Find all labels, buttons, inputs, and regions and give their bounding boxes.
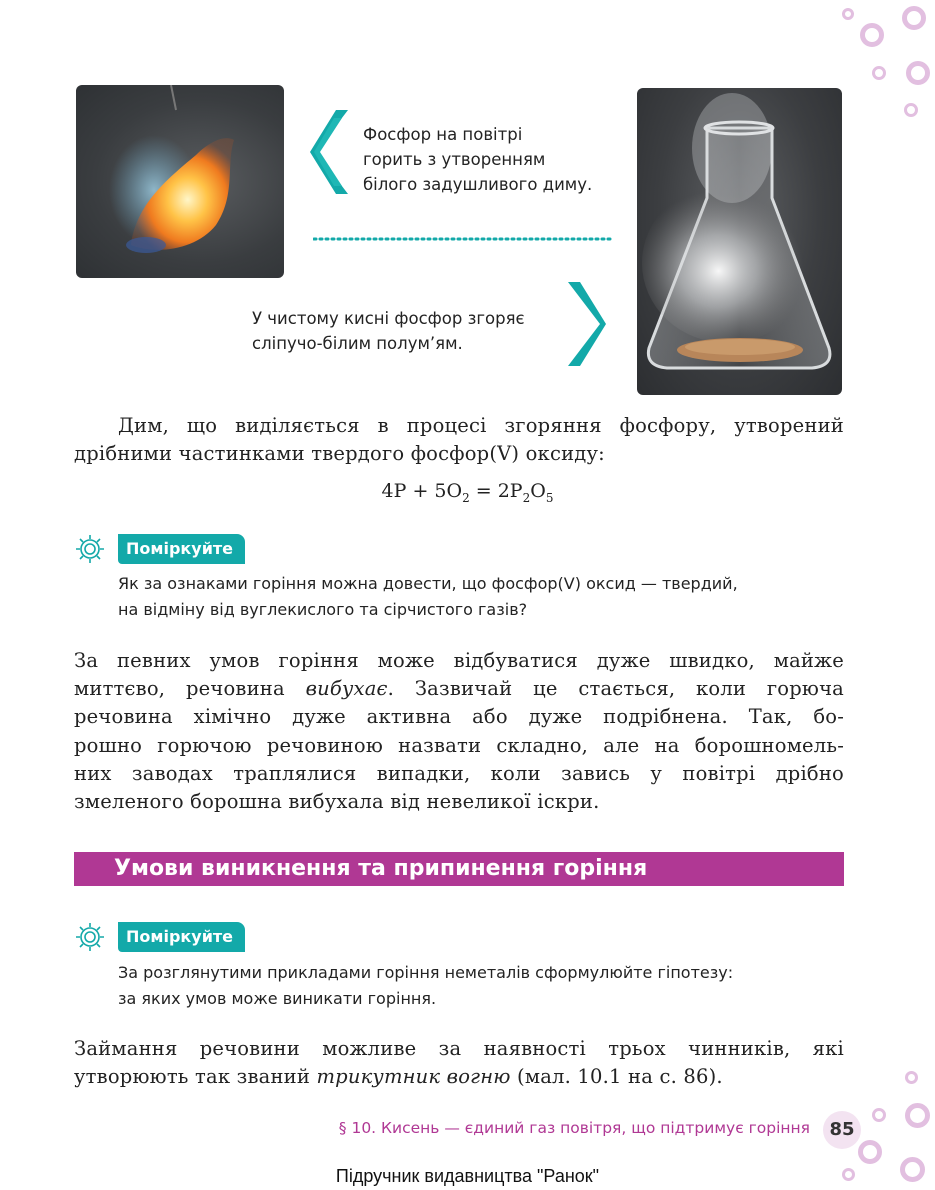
caption-line: сліпучо-білим полум’ям. — [252, 334, 463, 353]
decor-dot — [906, 61, 930, 85]
think-question — [118, 960, 733, 1012]
decor-dot — [902, 6, 926, 30]
equation-part: = 2P — [469, 480, 523, 502]
chevron-right-icon — [566, 280, 608, 368]
caption-air — [363, 122, 592, 197]
question-line: за яких умов може виникати горіння. — [118, 989, 437, 1008]
text-line: змеленого борошна вибухала від невеликої іскри. — [74, 790, 600, 814]
emphasis-term: вибухає — [305, 677, 388, 701]
phosphorus-burning-oxygen-photo — [637, 88, 842, 395]
gear-icon — [74, 533, 106, 565]
caption-oxygen — [252, 306, 525, 356]
paragraph-fire-triangle — [74, 1035, 844, 1091]
section-title: Умови виникнення та припинення горіння — [114, 856, 648, 881]
chevron-left-icon — [308, 108, 350, 196]
question-line: За розглянутими прикладами горіння неметалів сформулюйте гіпотезу: — [118, 963, 734, 982]
caption-line: Фосфор на повітрі — [363, 125, 523, 144]
equation-subscript: 2 — [522, 490, 531, 505]
caption-line: білого задушливого диму. — [363, 175, 593, 194]
text-line: Займання речовини можливе за наявності трьох чинників, які — [74, 1037, 844, 1060]
section-heading-bar — [74, 852, 844, 886]
emphasis-term: трикутник вогню — [316, 1065, 511, 1089]
question-line: Як за ознаками горіння можна довести, що фосфор(V) оксид — твердий, — [118, 574, 738, 593]
paragraph-explosion — [74, 647, 844, 816]
text-line: них заводах траплялися випадки, коли завись у повітрі дрібно — [74, 761, 844, 785]
text-line: Дим, що виділяється в процесі згоряння фосфору, утворений — [118, 414, 844, 437]
decor-dot — [858, 1140, 882, 1164]
phosphorus-burning-air-photo — [76, 85, 284, 278]
gear-icon — [74, 921, 106, 953]
equation-part: 4P + 5O — [381, 480, 463, 502]
text-segment: утворюють так званий — [74, 1065, 317, 1089]
dotted-divider — [313, 237, 613, 241]
caption-line: У чистому кисні фосфор згоряє — [252, 309, 525, 328]
equation-subscript: 2 — [462, 490, 470, 505]
think-badge: Поміркуйте — [118, 534, 245, 564]
equation-subscript: 5 — [545, 490, 554, 505]
equation — [0, 480, 935, 505]
think-badge: Поміркуйте — [118, 922, 245, 952]
text-line: рошно горючою речовиною назвати складно, але на борошномель- — [74, 733, 844, 757]
running-title: § 10. Кисень — єдиний газ повітря, що підтримує горіння — [338, 1119, 810, 1137]
decor-dot — [904, 103, 918, 117]
paragraph-smoke — [74, 412, 844, 468]
decor-dot — [860, 23, 884, 47]
text-line: дрібними частинками твердого фосфор(V) оксиду: — [74, 442, 605, 466]
think-question — [118, 571, 738, 623]
text-line — [74, 675, 844, 703]
text-line: За певних умов горіння може відбуватися дуже швидко, майже — [74, 649, 844, 672]
equation-part: O — [530, 480, 546, 502]
text-segment: миттєво, речовина — [74, 677, 306, 701]
text-segment: . Зазвичай це стається, коли горюча — [387, 677, 845, 701]
decor-dot — [842, 8, 854, 20]
text-segment: (мал. 10.1 на с. 86). — [510, 1065, 723, 1089]
text-line: речовина хімічно дуже активна або дуже подрібнена. Так, бо- — [74, 705, 844, 729]
text-line — [74, 1063, 844, 1091]
question-line: на відміну від вуглекислого та сірчистого газів? — [118, 600, 528, 619]
decor-dot — [905, 1103, 930, 1128]
caption-line: горить з утворенням — [363, 150, 546, 169]
page-number: 85 — [823, 1111, 861, 1149]
decor-dot — [872, 1108, 886, 1122]
decor-dot — [905, 1071, 918, 1084]
publisher-line: Підручник видавництва "Ранок" — [335, 1166, 600, 1186]
decor-dot — [872, 66, 886, 80]
